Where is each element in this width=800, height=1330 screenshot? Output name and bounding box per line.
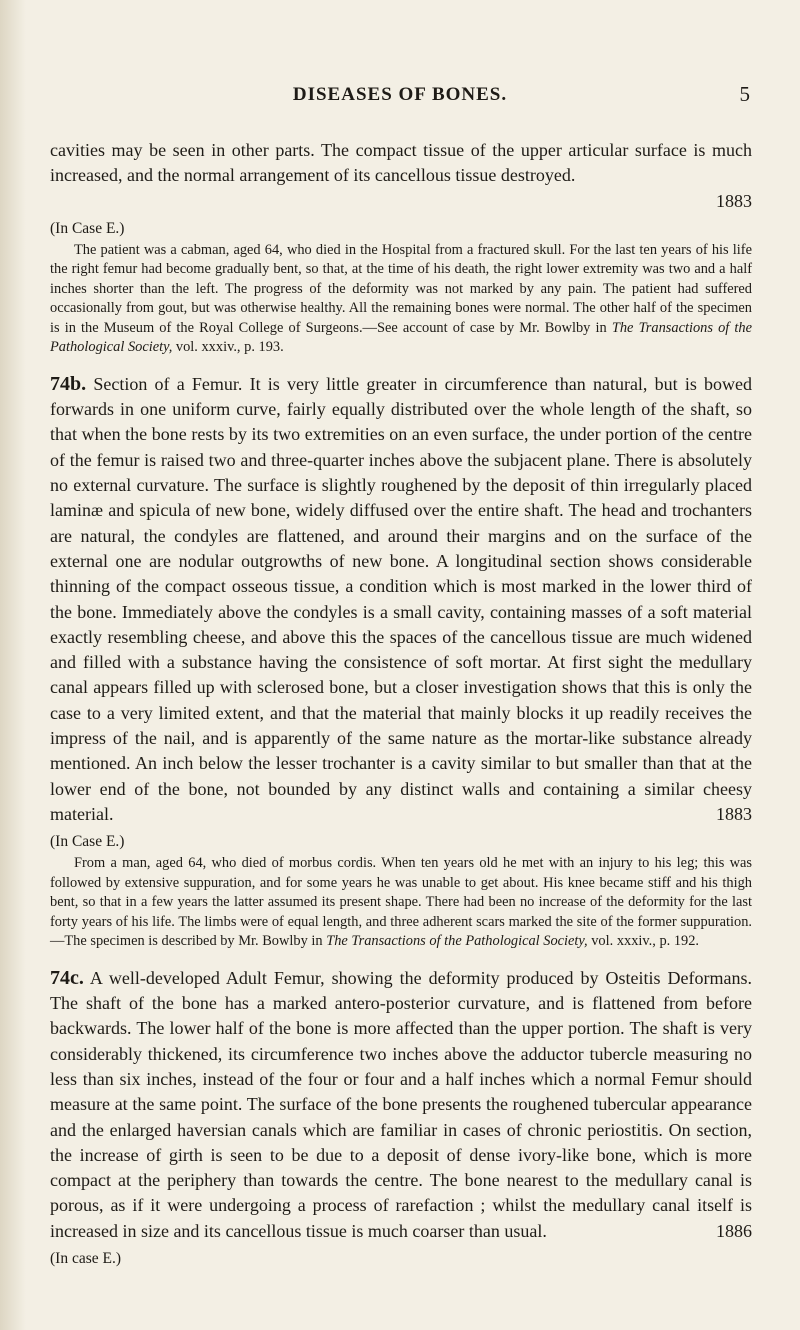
intro-case-label: (In Case E.) xyxy=(50,219,125,237)
specimen-74b-note-journal: The Transactions of the Pathological Society, xyxy=(326,933,588,950)
specimen-74b-text: Section of a Femur. It is very little greater in circumference than natural, but is bowed forwards in one uniform curve, fairly equally distributed over the whole length of the shaft, so that when the bone rests by its two extremities on an even surface, the under portion of the centre of the femur is raised two and three-quarter inches above the subjacent plane. There is absolutely no external curvature. The surface is slightly roughened by the deposit of thin irregularly placed laminæ and spicula of new bone, widely diffused over the entire shaft. The head and trochanters are natural, the condyles are flattened, and around their margins and on the surface of the external one are nodular outgrowths of new bone. A longitudinal section shows considerable thinning of the compact osseous tissue, a condition which is most marked in the lower third of the bone. Immediately above the condyles is a small cavity, containing masses of a soft material exactly resembling cheese, and above this the spaces of the cancellous tissue are much widened and filled with a substance having the consistence of soft mortar. At first sight the medullary canal appears filled up with sclerosed bone, but a closer investigation shows that this is only the case to a very limited extent, and that the material that mainly blocks it up readily receives the impress of the nail, and is apparently of the same nature as the mortar-like substance already mentioned. An inch below the lesser trochanter is a cavity similar to but smaller than that at the lower end of the bone, not bounded by any distinct walls and containing a similar cheesy material. xyxy=(50,373,753,824)
intro-note-text: The patient was a cabman, aged 64, who died in the Hospital from a fractured skull. For the last ten years of his life the right femur had become gradually bent, so that, at the time of his death, the right lower extremity was two and a half inches shorter than the left. The progress of the deformity was not marked by any pain. The patient had suffered occasionally from gout, but was otherwise healthy. All the remaining bones were normal. The other half of the specimen is in the Museum of the Royal College of Surgeons.—See account of case by Mr. Bowlby in xyxy=(50,241,752,336)
specimen-74c-text: A well-developed Adult Femur, showing the deformity produced by Osteitis Deformans. The shaft of the bone has a marked antero-posterior curvature, and is flattened from before backwards. The lower half of the bone is more affected than the upper portion. The shaft is very considerably thickened, its circumference two inches above the adductor tubercle measuring no less than six inches, instead of the four or four and a half inches which a normal Femur should measure at the same point. The surface of the bone presents the roughened tubercular appearance and the enlarged haversian canals which are familiar in cases of chronic periostitis. On section, the increase of girth is seen to be due to a deposit of dense ivory-like bone, which is more compact at the periphery than towards the centre. The bone nearest to the medullary canal is porous, as if it were undergoing a process of rarefaction ; whilst the medullary canal itself is increased in size and its cancellous tissue is much coarser than usual. xyxy=(50,967,752,1241)
intro-note xyxy=(50,241,752,358)
specimen-74b-number: 74b. xyxy=(50,372,87,395)
intro-text: cavities may be seen in other parts. The compact tissue of the upper articular surface is much increased, and the normal arrangement of its cancellous tissue destroyed. xyxy=(50,140,752,186)
page-number: 5 xyxy=(739,82,750,106)
page-title: DISEASES OF BONES. xyxy=(292,84,508,105)
page-gutter-shadow xyxy=(0,0,26,1330)
specimen-74b xyxy=(50,372,752,952)
specimen-74c-year: 1886 xyxy=(716,1220,752,1241)
specimen-74b-note xyxy=(50,854,752,952)
intro-year: 1883 xyxy=(716,190,752,211)
specimen-74c-number: 74c. xyxy=(50,966,84,989)
page-body xyxy=(50,138,752,1271)
intro-note-ref: vol. xxxiv., p. 193. xyxy=(175,339,284,356)
specimen-74b-paragraph xyxy=(50,372,752,827)
specimen-74c-case-label: (In case E.) xyxy=(50,1250,121,1267)
intro-note-journal: The Transactions of the Pathological Society, xyxy=(50,319,752,356)
specimen-74b-note-ref: vol. xxxiv., p. 192. xyxy=(591,933,700,950)
intro-section xyxy=(50,138,752,358)
intro-paragraph xyxy=(50,138,752,189)
specimen-74b-year: 1883 xyxy=(716,803,752,824)
specimen-74c-paragraph xyxy=(50,966,752,1244)
specimen-74c xyxy=(50,966,752,1270)
running-header xyxy=(50,84,750,112)
specimen-74b-note-text: From a man, aged 64, who died of morbus cordis. When ten years old he met with an injury to his leg; this was followed by extensive suppuration, and for some years he was unable to get about. His knee became stiff and his thigh bent, so that in a few years the latter assumed its present shape. There had been no increase of the deformity for the last forty years of his life. The limbs were of equal length, and three adherent scars marked the site of the former suppuration.—The specimen is described by Mr. Bowlby in xyxy=(50,855,752,950)
specimen-74b-case-label: (In Case E.) xyxy=(50,833,125,851)
